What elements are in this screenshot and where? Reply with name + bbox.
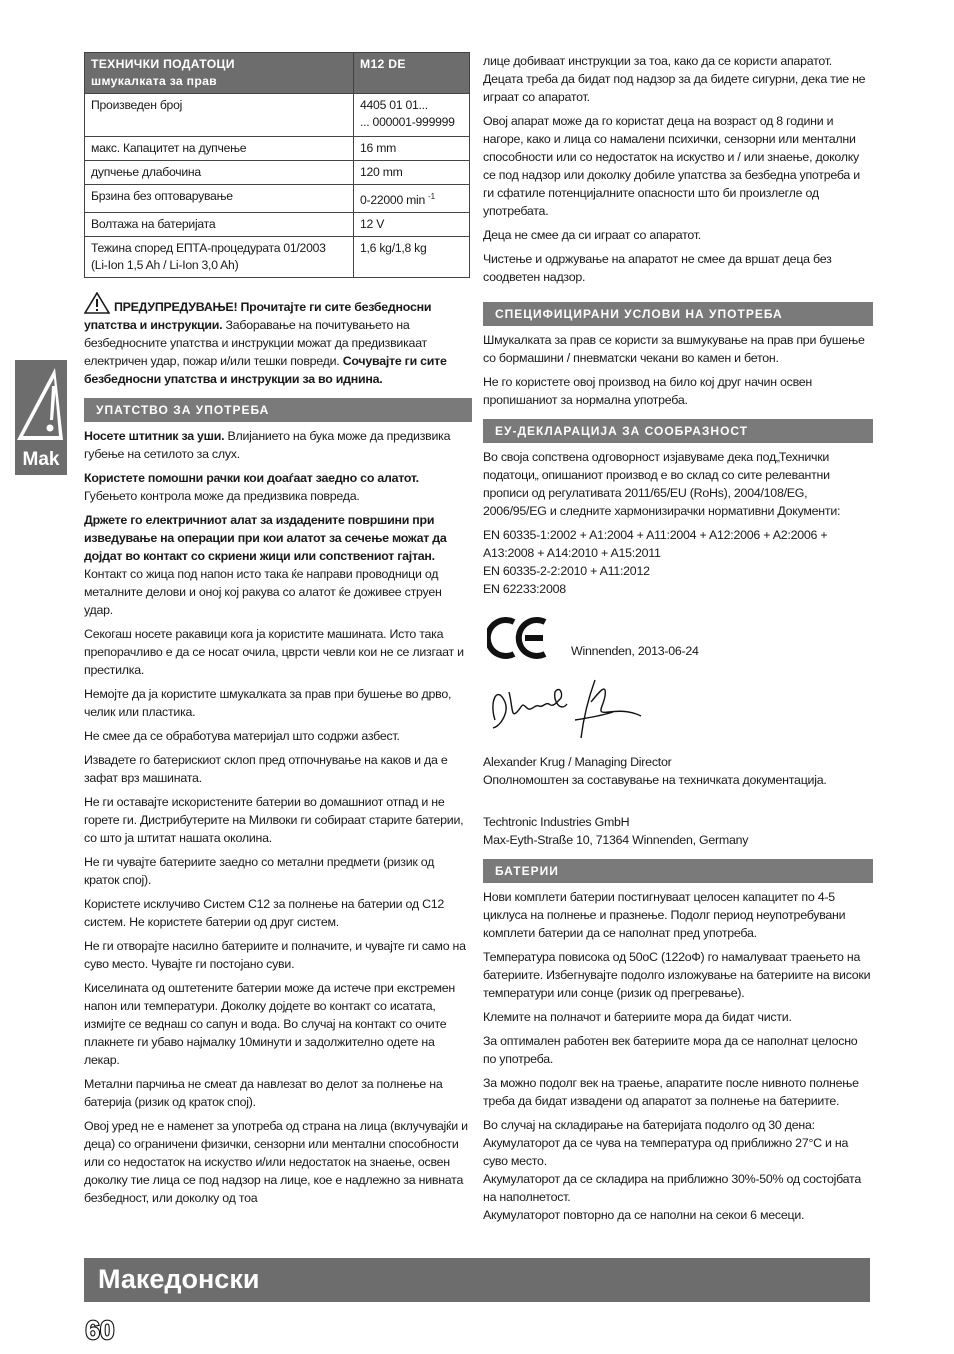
declaration-standards [483,526,873,598]
table-header-title: ТЕХНИЧКИ ПОДАТОЦИ [91,57,235,71]
serial-line-2: ... 000001-999999 [360,115,455,129]
table-row [85,94,470,137]
section-header-declaration: ЕУ-ДЕКЛАРАЦИЈА ЗА СООБРАЗНОСТ [483,419,873,443]
batteries-paragraph: Клемите на полначот и батериите мора да бидат чисти. [483,1010,792,1024]
usage-paragraph: Метални парчиња не смеат да навлезат во делот за полнење на батерија (ризик од краток спој). [84,1077,443,1110]
table-row [85,161,470,185]
table-cell-label [85,237,354,278]
table-cell-label: дупчење длабочина [85,161,354,185]
usage-paragraph [84,469,472,505]
table-row [85,213,470,237]
conditions-paragraph: Шмукалката за прав се користи за вшмукување на прав при бушење со бормашини / пневматски чекани во камен и бетон. [483,333,865,365]
page-number [84,1316,116,1344]
storage-line: Во случај на складирање на батеријата подолго од 30 дена: [483,1118,815,1132]
footer-language-bar [84,1258,870,1302]
section-header-conditions: СПЕЦИФИЦИРАНИ УСЛОВИ НА УПОТРЕБА [483,302,873,326]
authorized-text: Ополномоштен за составување на техничката документација. [483,773,827,787]
warning-bold-heading: ПРЕДУПРЕДУВАЊЕ! Прочитајте ги сите безбедносни упатства и инструкции. [84,300,432,333]
speed-value: 0-22000 min [360,193,426,208]
ce-block [487,616,873,660]
signer-name: Alexander Krug / Managing Director [483,755,672,769]
standard-line: EN 60335-1:2002 + A1:2004 + A11:2004 + A12:2006 + A2:2006 + A13:2008 + A14:2010 + A15:2011 [483,528,828,560]
side-tab-label: Mak [22,449,60,470]
conditions-paragraph: Не го користете овој производ на било кој друг начин освен пропишаниот за нормална употреба. [483,375,813,407]
company-block [483,813,873,849]
usage-paragraph: Не смее да се обработува материјал што содржи азбест. [84,729,400,744]
table-cell-label: макс. Капацитет на дупчење [85,137,354,161]
warning-bold-footer: Сочувајте ги сите безбедносни упатства и инструкции за во иднина. [84,354,447,387]
standard-line: EN 60335-2-2:2010 + A11:2012 [483,564,650,578]
warning-exclamation-icon [15,364,67,444]
standard-line: EN 62233:2008 [483,582,566,596]
usage-text: Контакт со жица под напон исто така ќе направи проводници од металните делови и оној кој ракува со алатот ќе доживее струен удар. [84,567,442,618]
section-header-batteries: БАТЕРИИ [483,859,873,883]
usage-bold: Носете штитник за уши. [84,429,225,444]
table-header-label [85,53,354,94]
table-header-row [85,53,470,94]
usage-bold: Користете помошни рачки кои доаѓаат заедно со алатот. [84,471,419,486]
usage-paragraph: Деца не смее да си играат со апаратот. [483,228,701,242]
table-cell-value: 1,6 kg/1,8 kg [354,237,470,278]
left-column [84,52,472,1213]
table-cell-value [354,94,470,137]
company-name: Techtronic Industries GmbH [483,815,630,829]
table-cell-label: Брзина без оптоварување [85,185,354,213]
company-address: Max-Eyth-Straße 10, 71364 Winnenden, Germany [483,833,749,847]
usage-paragraph: Немојте да ја користите шмукалката за прав при бушење во дрво, челик или пластика. [84,687,452,720]
table-cell-value [354,185,470,213]
usage-paragraph: Овој апарат може да го користат деца на возраст од 8 години и нагоре, како и лица со намалени психички, сензорни или ментални способности или со недостаток на искуство и / или знаење, доколку се под надзор или доколку добиле упатства за безбедна употреба и ги сфатиле потенцијалните опасности што би произлегле од употребата. [483,114,860,218]
usage-paragraph: лице добиваат инструкции за тоа, како да се користи апаратот. Децата треба да бидат под надзор за да бидете сигурни, дека тие не играат со апаратот. [483,54,866,104]
usage-paragraph: Овој уред не е наменет за употреба од страна на лица (вклучувајќи и деца) со ограничени физички, сензорни или ментални способности или со недостаток на искуство и/или недостаток на знаење, освен доколку тие лица се под надзор на лице, кое е надлежно за нивната безбедност, или доколку од тоа [84,1119,468,1206]
technical-data-table [84,52,470,278]
table-row [85,185,470,213]
warning-paragraph [84,292,472,388]
warning-text: Заборавање на почитувањето на безбедносните упатства и инструкции можат да предизвикаат електричен удар, пожар и/или тешки повреди. [84,318,427,369]
place-date: Winnenden, 2013-06-24 [571,644,699,658]
table-header-subtitle: шмукалката за прав [91,74,217,88]
ce-mark-icon [487,616,549,660]
table-cell-value: 16 mm [354,137,470,161]
table-row [85,237,470,278]
usage-text: Губењето контрола може да предизвика повреда. [84,489,360,504]
batteries-paragraph: Нови комплети батерии постигнуваат целосен капацитет по 4-5 циклуса на полнење и празнење. Подолг период неупотребувани комплети батерии да се наполнат пред употреба. [483,890,846,940]
storage-line: Акумулаторот да се чува на температура од приближно 27°C и на суво место. [483,1136,849,1168]
usage-paragraph [84,427,472,463]
usage-paragraph: Не ги отворајте насилно батериите и полначите, и чувајте ги само на суво место. Чувајте ги постојано суви. [84,939,466,972]
storage-line: Акумулаторот повторно да се наполни на секои 6 месеци. [483,1208,805,1222]
signer-block [483,753,873,789]
page-number-text: 60 [85,1316,115,1344]
usage-bold: Држете го електричниот алат за издадените површини при изведување на операции при кои алатот за сечење можат да дојдат во контакт со скриени жици или сопствениот гајтан. [84,513,447,564]
weight-label-line-1: Тежина според ЕПТА-процедурата 01/2003 [91,241,326,256]
serial-line-1: 4405 01 01... [360,98,428,112]
right-column [483,52,873,1230]
declaration-paragraph: Во своја сопствена одговорност изјавуваме дека под„Технички податоци„ опишаниот производ е во склад со сите релевантни прописи од регулативата 2011/65/EU (RoHs), 2004/108/EG, 2006/95/EG и следните хармонизирачки нормативни Документи: [483,450,841,518]
table-header-model: M12 DE [354,53,470,94]
footer-language-label: Македонски [98,1264,260,1294]
table-cell-label: Волтажа на батеријата [85,213,354,237]
table-cell-value: 12 V [354,213,470,237]
section-header-usage: УПАТСТВО ЗА УПОТРЕБА [84,398,472,422]
batteries-storage [483,1116,873,1224]
usage-text: Влијанието на бука може да предизвика губење на сетилото за слух. [84,429,451,462]
batteries-paragraph: Температура повисока од 50оС (122оФ) го намалуваат траењето на батериите. Избегнувајте подолго изложување на батериите на високи температури или сонце (ризик од прегревање). [483,950,871,1000]
usage-paragraph: Не ги чувајте батериите заедно со метални предмети (ризик од краток спој). [84,855,435,888]
table-row [85,137,470,161]
usage-paragraph: Секогаш носете ракавици кога ја користите машината. Исто така препорачливо е да се носат очила, цврсти чевли кои не се лизгаат и престилка. [84,627,464,678]
usage-paragraph: Киселината од оштетените батерии може да истече при екстремен напон или температури. Доколку дојдете во контакт со исатата, измијте се веднаш со сапун и вода. Во случај на контакт со очите плакнете ги убаво најмалку 10минути и задолжително одете на лекар. [84,981,455,1068]
table-cell-value: 120 mm [354,161,470,185]
batteries-paragraph: За оптимален работен век батериите мора да се наполнат целосно по употреба. [483,1034,858,1066]
usage-paragraph: Не ги оставајте искористените батерии во домашниот отпад и не горете ги. Дистрибутерите на Милвоки ги собираат старите батерии, со што ја штитат нашата околина. [84,795,464,846]
table-cell-label: Произведен број [85,94,354,137]
language-side-tab [15,360,67,475]
warning-triangle-icon [84,292,110,314]
usage-paragraph: Чистење и одржување на апаратот не смее да вршат деца без соодветен надзор. [483,252,832,284]
usage-paragraph [84,511,472,619]
signature-image [483,672,653,742]
weight-label-line-2: (Li-Ion 1,5 Ah / Li-Ion 3,0 Ah) [91,258,239,273]
speed-unit-sup: -1 [428,192,435,201]
usage-paragraph: Извадете го батерискиот склоп пред отпочнување на каков и да е зафат врз машината. [84,753,448,786]
storage-line: Акумулаторот да се складира на приближно 30%-50% од состојбата на наполнетост. [483,1172,861,1204]
usage-paragraph: Користете исклучиво Систем С12 за полнење на батерии од С12 систем. Не користете батерии од друг систем. [84,897,445,930]
batteries-paragraph: За можно подолг век на траење, апаратите после нивното полнење треба да бидат извадени од апаратот за полнење на батериите. [483,1076,859,1108]
